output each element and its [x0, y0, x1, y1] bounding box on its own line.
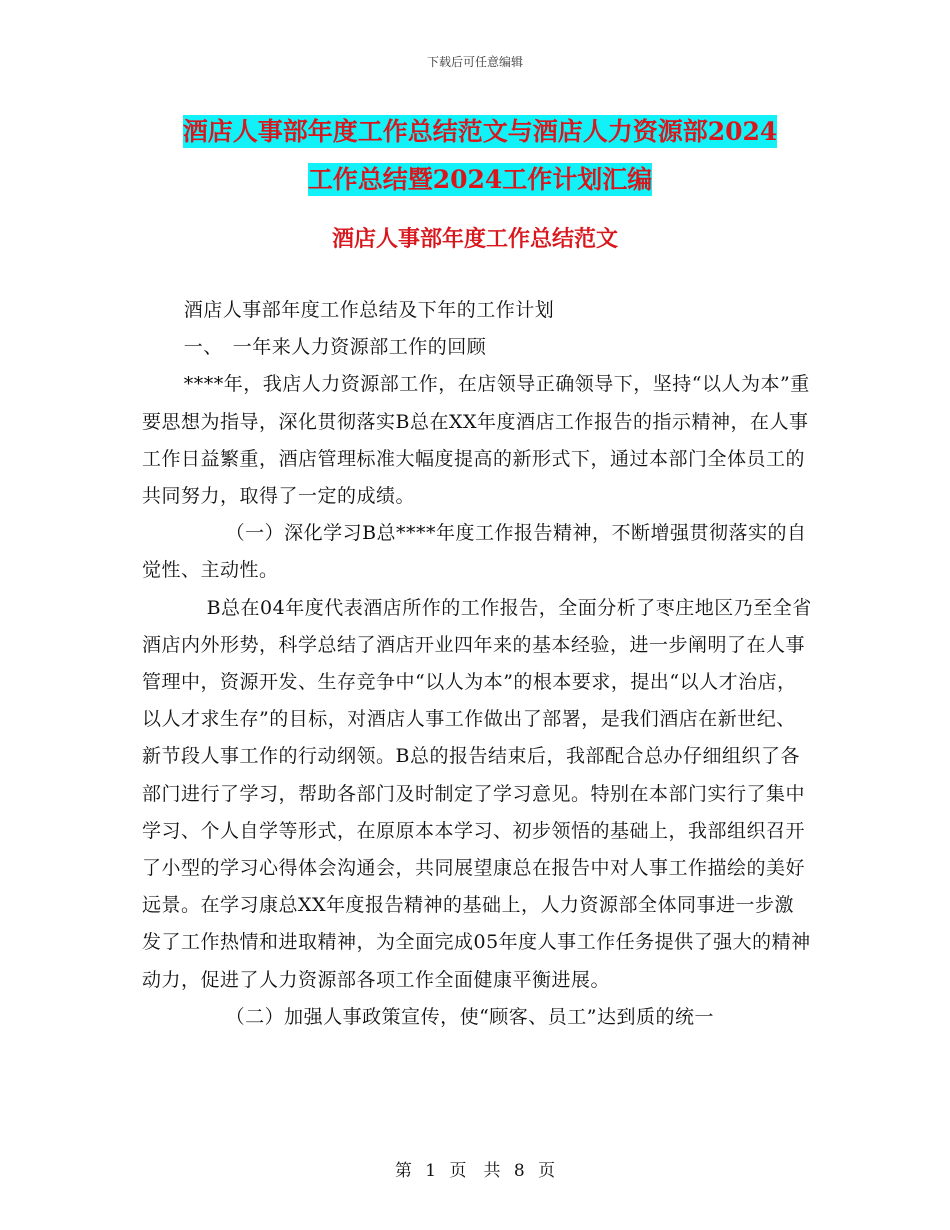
document-body	[142, 292, 812, 1036]
paragraph-heading-1: 一、 一年来人力资源部工作的回顾	[183, 336, 487, 359]
paragraph-subheading-1: （一）深化学习B总****年度工作报告精神，不断增强贯彻落实的自觉性、主动性。	[142, 522, 807, 582]
document-title-line-2: 工作总结暨2024工作计划汇编	[307, 165, 653, 194]
paragraph-study-report: B总在04年度代表酒店所作的工作报告，全面分析了枣庄地区乃至全省酒店内外形势，科学总结了酒店开业四年来的基本经验，进一步阐明了在人事管理中，资源开发、生存竞争中“以人为本”的根本要求，提出“以人才治店，以人才求生存”的目标，对酒店人事工作做出了部署，是我们酒店在新世纪、新节段人事工作的行动纲领。B总的报告结束后，我部配合总办仔细组织了各部门进行了学习，帮助各部门及时制定了学习意见。特别在本部门实行了集中学习、个人自学等形式，在原原本本学习、初步领悟的基础上，我部组织召开了小型的学习心得体会沟通会，共同展望康总在报告中对人事工作描绘的美好远景。在学习康总XX年度报告精神的基础上，人力资源部全体同事进一步激发了工作热情和进取精神，为全面完成05年度人事工作任务提供了强大的精神动力，促进了人力资源部各项工作全面健康平衡进展。	[142, 596, 812, 991]
page-footer	[0, 1156, 950, 1181]
footer-current-page: 1	[425, 1161, 437, 1181]
footer-mid: 页 共	[449, 1161, 501, 1181]
paragraph-review-intro: ****年，我店人力资源部工作，在店领导正确领导下，坚持“以人为本”重要思想为指导，深化贯彻落实B总在XX年度酒店工作报告的指示精神，在人事工作日益繁重，酒店管理标准大幅度提高的新形式下，通过本部门全体员工的共同努力，取得了一定的成绩。	[142, 373, 810, 508]
footer-prefix: 第	[394, 1161, 412, 1181]
paragraph-subheading-2: （二）加强人事政策宣传，使“顾客、员工”达到质的统一	[225, 1005, 715, 1028]
document-title-line-1: 酒店人事部年度工作总结范文与酒店人力资源部2024	[182, 117, 778, 146]
footer-suffix: 页	[538, 1161, 556, 1181]
document-title	[140, 108, 820, 204]
section-title: 酒店人事部年度工作总结范文	[331, 226, 618, 252]
page-header-note: 下载后可任意编辑	[426, 55, 523, 69]
footer-total-pages: 8	[513, 1161, 525, 1181]
paragraph-subtitle: 酒店人事部年度工作总结及下年的工作计划	[183, 299, 555, 321]
